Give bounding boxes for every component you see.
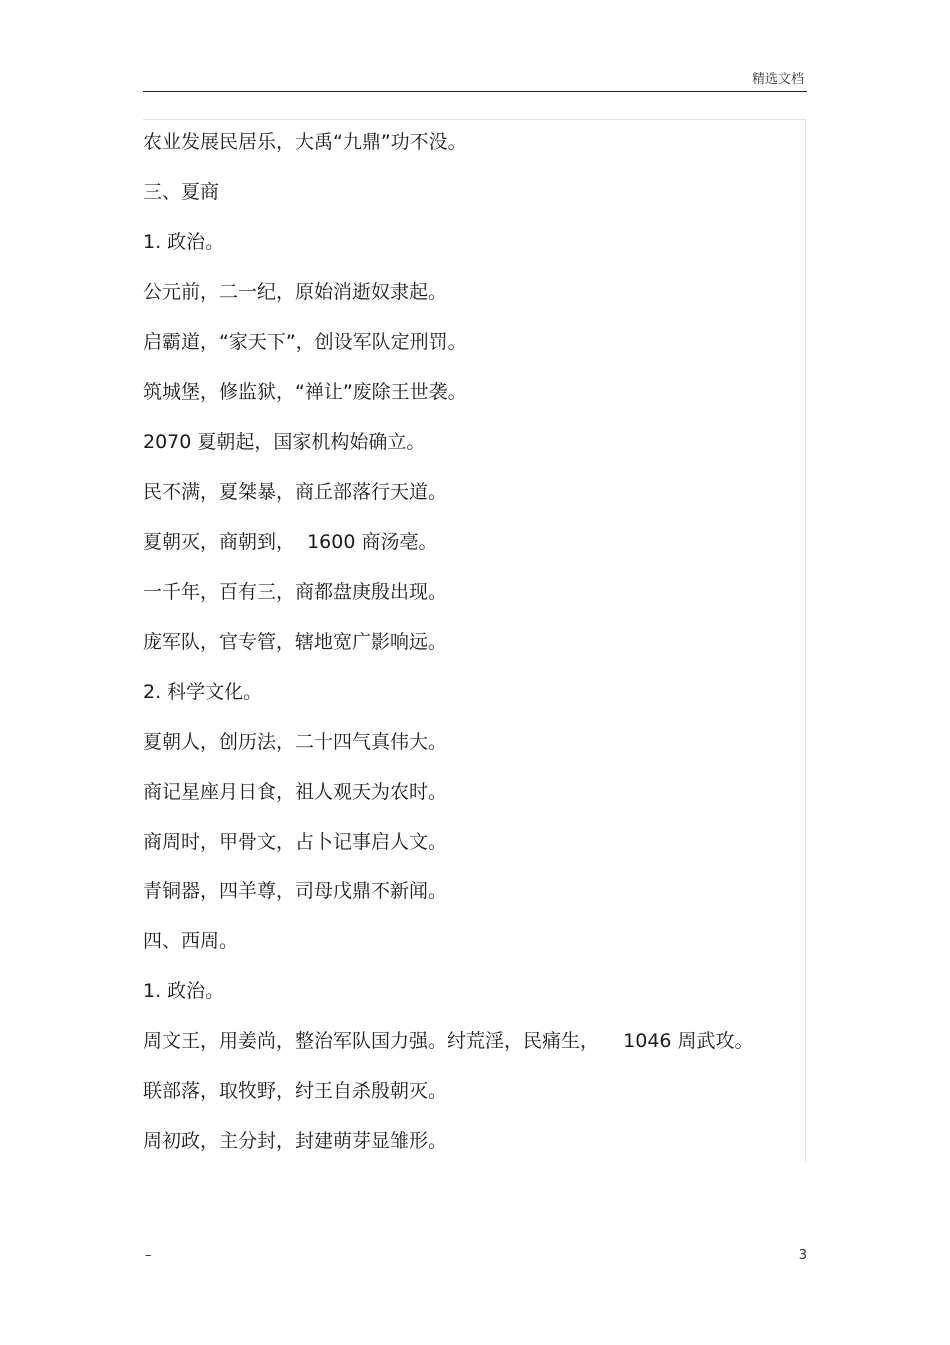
subsection-heading: 1. 政治。	[143, 980, 225, 1002]
text-line: 一千年，百有三，商都盘庚殷出现。	[143, 581, 448, 603]
text-line: 启霸道，“家天下”，创设军队定刑罚。	[143, 331, 467, 353]
text-line: 2070 夏朝起，国家机构始确立。	[143, 431, 426, 453]
text-line: 庞军队，官专管，辖地宽广影响远。	[143, 631, 448, 653]
text-line: 青铜器，四羊尊，司母戊鼎不新闻。	[143, 880, 448, 902]
section-heading: 四、西周。	[143, 930, 239, 952]
text-line: 筑城堡，修监狱，“禅让”废除王世袭。	[143, 381, 467, 403]
subsection-heading: 1. 政治。	[143, 231, 225, 253]
text-line: 商周时，甲骨文，占卜记事启人文。	[143, 831, 448, 853]
section-heading: 三、夏商	[143, 181, 220, 203]
text-line: 联部落，取牧野，纣王自杀殷朝灭。	[143, 1080, 448, 1102]
text-line: 农业发展民居乐，大禹“九鼎”功不没。	[143, 131, 467, 153]
text-line: 公元前，二一纪，原始消逝奴隶起。	[143, 281, 448, 303]
text-line: 夏朝人，创历法，二十四气真伟大。	[143, 731, 448, 753]
text-line: 夏朝灭，商朝到， 1600 商汤亳。	[143, 531, 438, 553]
text-line: 周文王，用姜尚，整治军队国力强。纣荒淫，民痛生， 1046 周武攻。	[143, 1030, 754, 1052]
footer-dash: –	[145, 1248, 152, 1263]
text-line: 商记星座月日食，祖人观天为农时。	[143, 781, 448, 803]
text-line: 民不满，夏桀暴，商丘部落行天道。	[143, 481, 448, 503]
subsection-heading: 2. 科学文化。	[143, 681, 263, 703]
header-rule	[143, 91, 807, 92]
text-line: 周初政，主分封，封建萌芽显雏形。	[143, 1130, 448, 1152]
page-number: 3	[798, 1248, 807, 1263]
header-label: 精选文档	[751, 72, 804, 87]
